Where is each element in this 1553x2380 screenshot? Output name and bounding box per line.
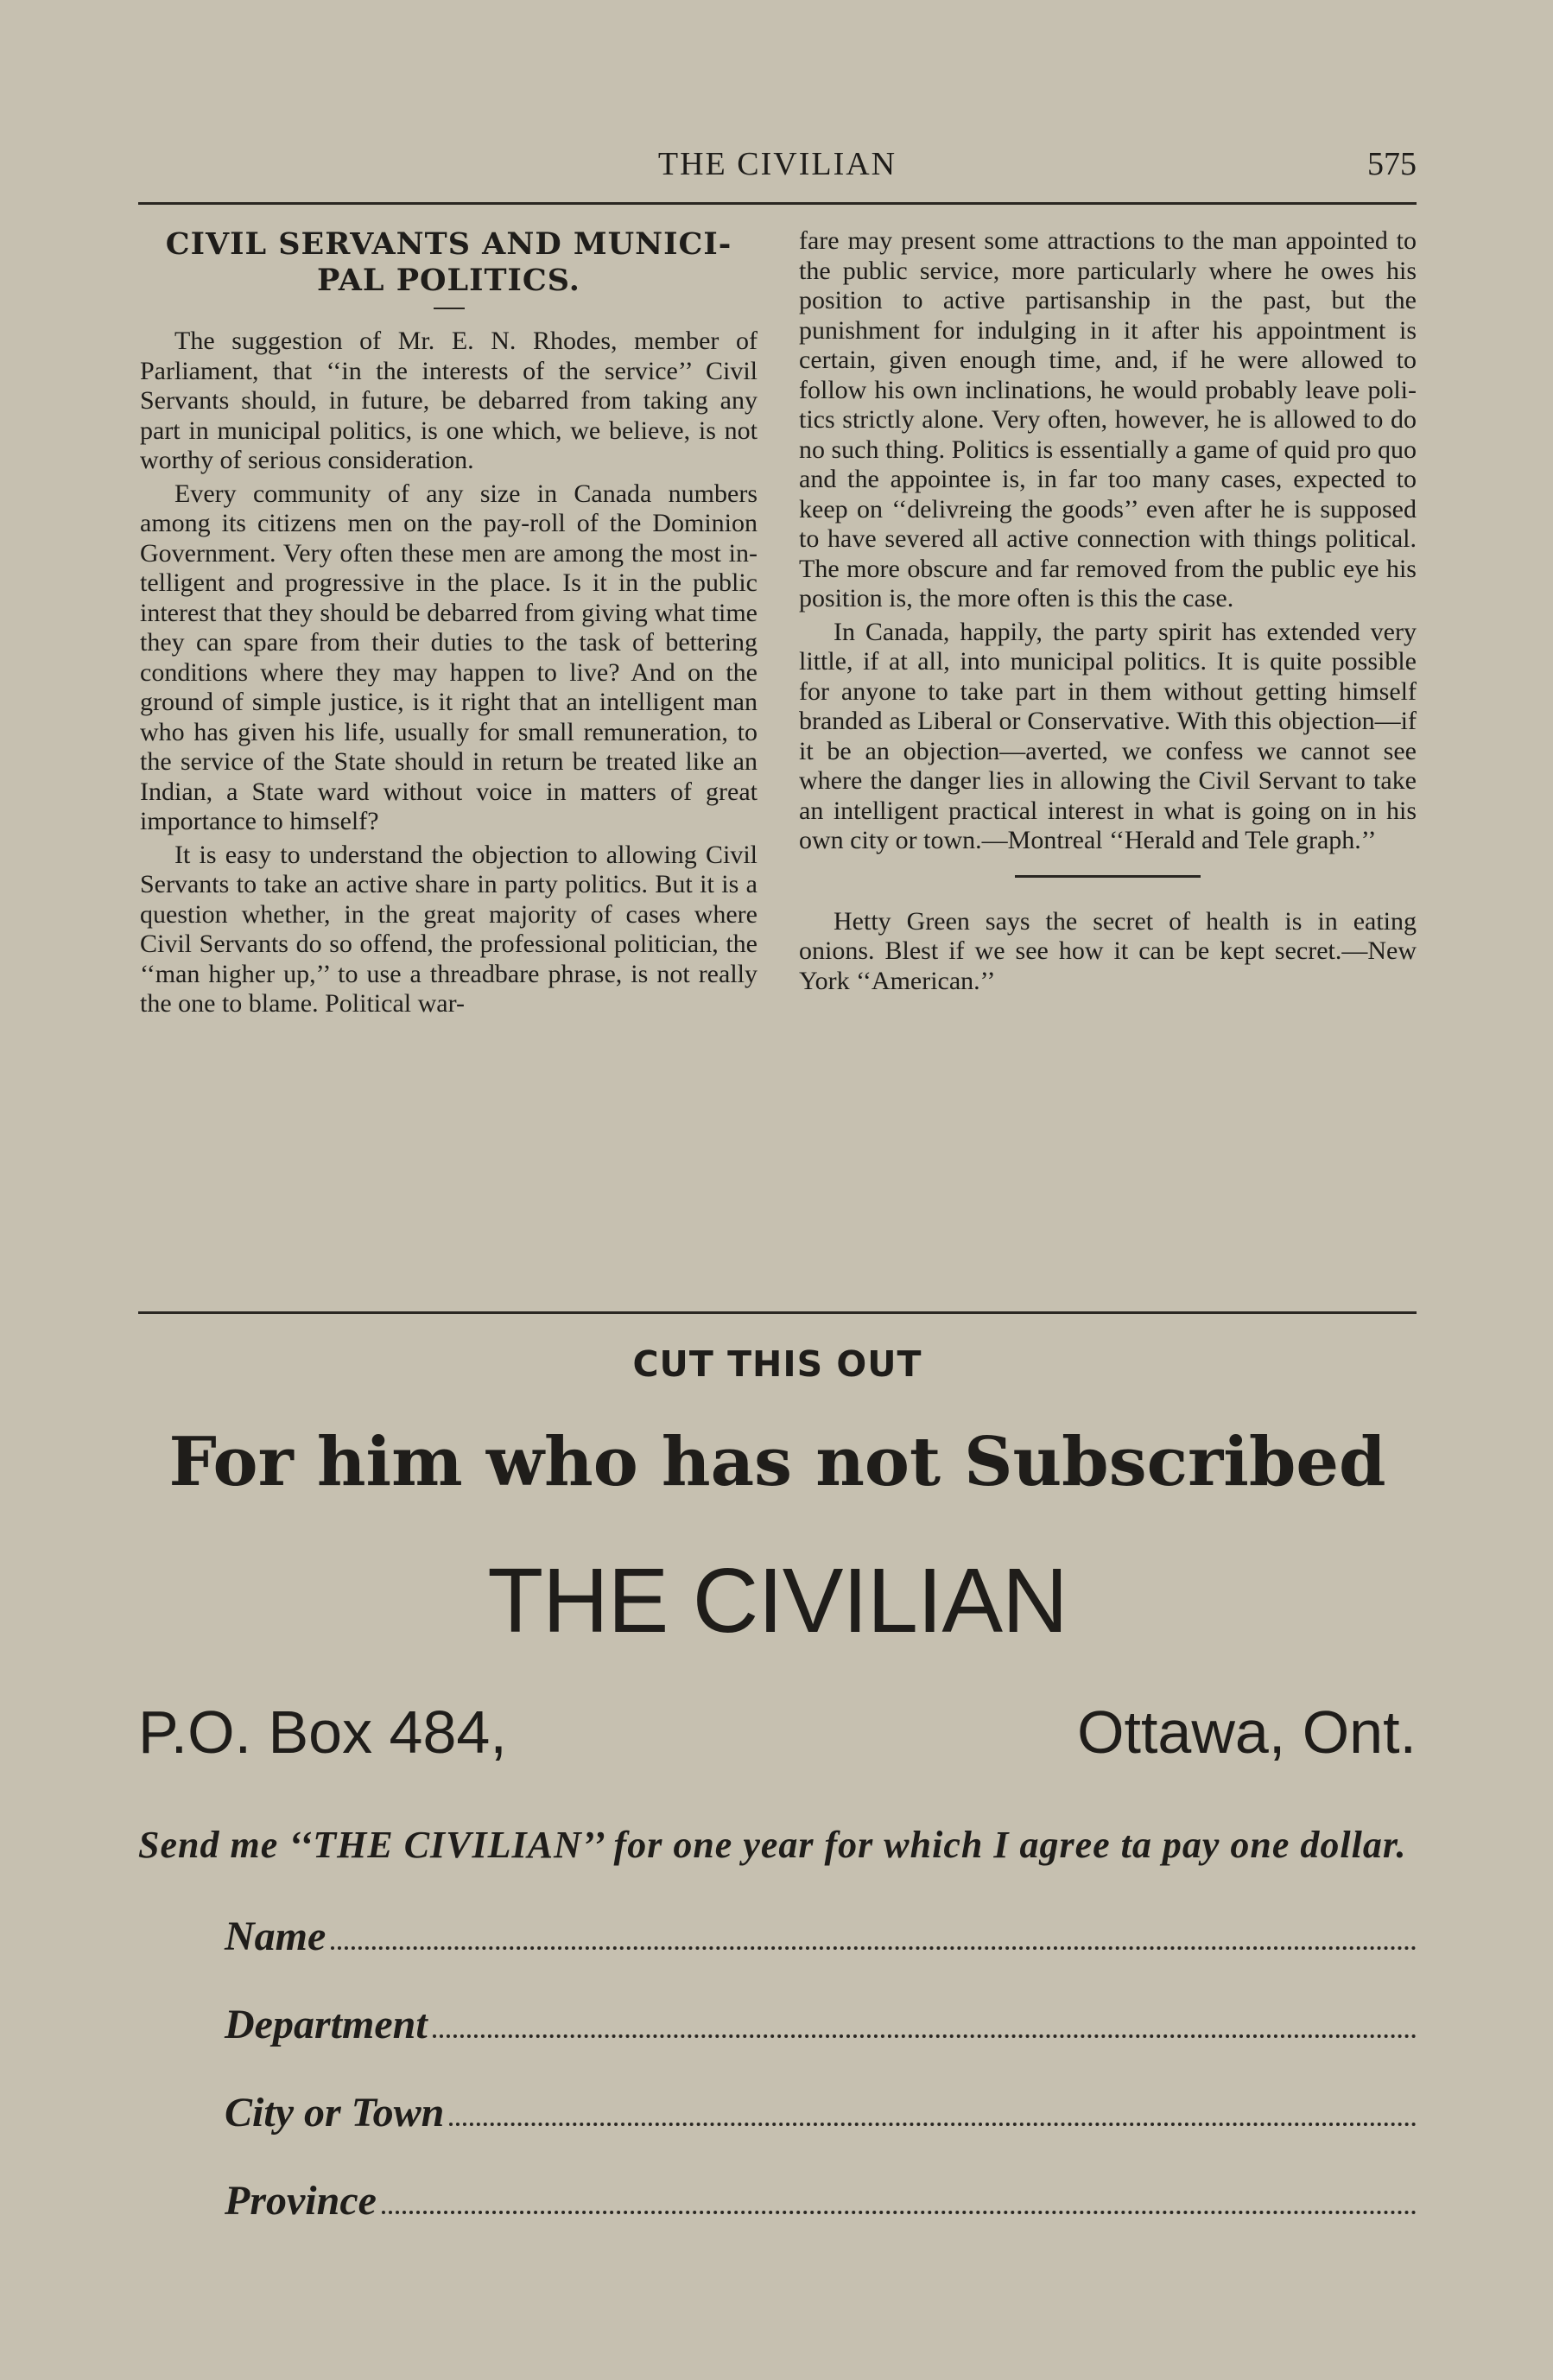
name-label: Name: [225, 1914, 326, 1959]
subscription-coupon: [138, 1343, 1417, 2225]
article-title: CIVIL SERVANTS AND MUNICI- PAL POLITICS.: [165, 226, 732, 298]
section-rule: [138, 1311, 1417, 1314]
province-field[interactable]: [225, 2136, 1417, 2225]
department-label: Department: [225, 2002, 428, 2047]
running-head: [138, 145, 1417, 187]
filler-paragraph: Hetty Green says the secret of health is in eating onions. Blest if we see how it can be kept secret.—New York ‘‘American.’’: [799, 906, 1417, 995]
order-text: Send me ‘‘THE CIVILIAN’’ for one year for which I agree ta pay one dollar.: [138, 1824, 1407, 1866]
name-field[interactable]: [225, 1872, 1417, 1960]
province-line[interactable]: [382, 2202, 1417, 2214]
right-column: [799, 226, 1417, 996]
name-line[interactable]: [331, 1938, 1417, 1950]
city-province: Ottawa, Ont.: [1077, 1698, 1417, 1766]
article-paragraph: The suggestion of Mr. E. N. Rhodes, member of Parliament, that ‘‘in the interests of the service’’ Civil Servants should, in future, be debarred from taking any part in municipal politics, is one which, we believe, is not worthy of serious consideration.: [140, 327, 757, 474]
city-field[interactable]: [225, 2048, 1417, 2136]
article-paragraph: In Canada, happily, the party spirit has extended very little, if at all, into municipal politics. It is quite possible for anyone to take part in them without getting himself branded as Liberal or Conservative. With this objection—if it be an objection—averted, we confess we cannot see where the danger lies in allowing the Civil Servant to take an intelligent practical interest in what is going on in his own city or town.—Montreal ‘‘Herald and Tele graph.’’: [799, 617, 1417, 854]
coupon-masthead: THE CIVILIAN: [487, 1550, 1068, 1652]
column-rule: [1015, 875, 1201, 878]
department-line[interactable]: [433, 2026, 1417, 2038]
province-label: Province: [225, 2178, 377, 2224]
cut-this-out-label: CUT THIS OUT: [632, 1343, 922, 1385]
city-label: City or Town: [225, 2090, 445, 2136]
coupon-headline: For him who has not Subscribed: [168, 1423, 1386, 1501]
mailing-address: [138, 1698, 1417, 1775]
left-column: [140, 226, 757, 1019]
header-rule: [138, 202, 1417, 205]
publication-title: THE CIVILIAN: [657, 146, 897, 182]
article-paragraph: fare may present some attractions to the man appointed to the public service, more particularly where he owes his position to active partisanship in the past, but the punishment for indulging in it after his appointment is certain, given enough time, and, if he were allowed to follow his own inclinations, he would probably leave politics strictly alone. Very often, however, he is allowed to do no such thing. Politics is essentially a game of quid pro quo and the appointee is, in far too many cases, expected to keep on ‘‘delivreing the goods’’ even after he is supposed to have severed all active connection with things political. The more obscure and far removed from the public eye his position is, the more often is this the case.: [799, 226, 1417, 612]
article-paragraph: Every community of any size in Canada numbers among its citizens men on the pay-roll of the Dominion Government. Very often these men are among the most intelligent and progressive in the place. Is it in the public interest that they should be debarred from giving what time they can spare from their duties to the task of bettering conditions where they may happen to live? And on the ground of simple justice, is it right that an intelligent man who has given his life, usually for small remuneration, to the service of the State should in return be treated like an Indian, a State ward without voice in matters of great importance to himself?: [140, 479, 757, 835]
department-field[interactable]: [225, 1960, 1417, 2048]
article-paragraph: It is easy to understand the objection to allowing Civil Servants to take an active share in party politics. But it is a question whether, in the great majority of cases where Civil Servants do so offend, the professional politician, the ‘‘man higher up,’’ to use a threadbare phrase, is not really the one to blame. Political war-: [140, 840, 757, 1018]
title-dash: [434, 308, 465, 309]
po-box: P.O. Box 484,: [138, 1698, 507, 1766]
page-number: 575: [1367, 146, 1417, 182]
city-line[interactable]: [449, 2114, 1417, 2126]
